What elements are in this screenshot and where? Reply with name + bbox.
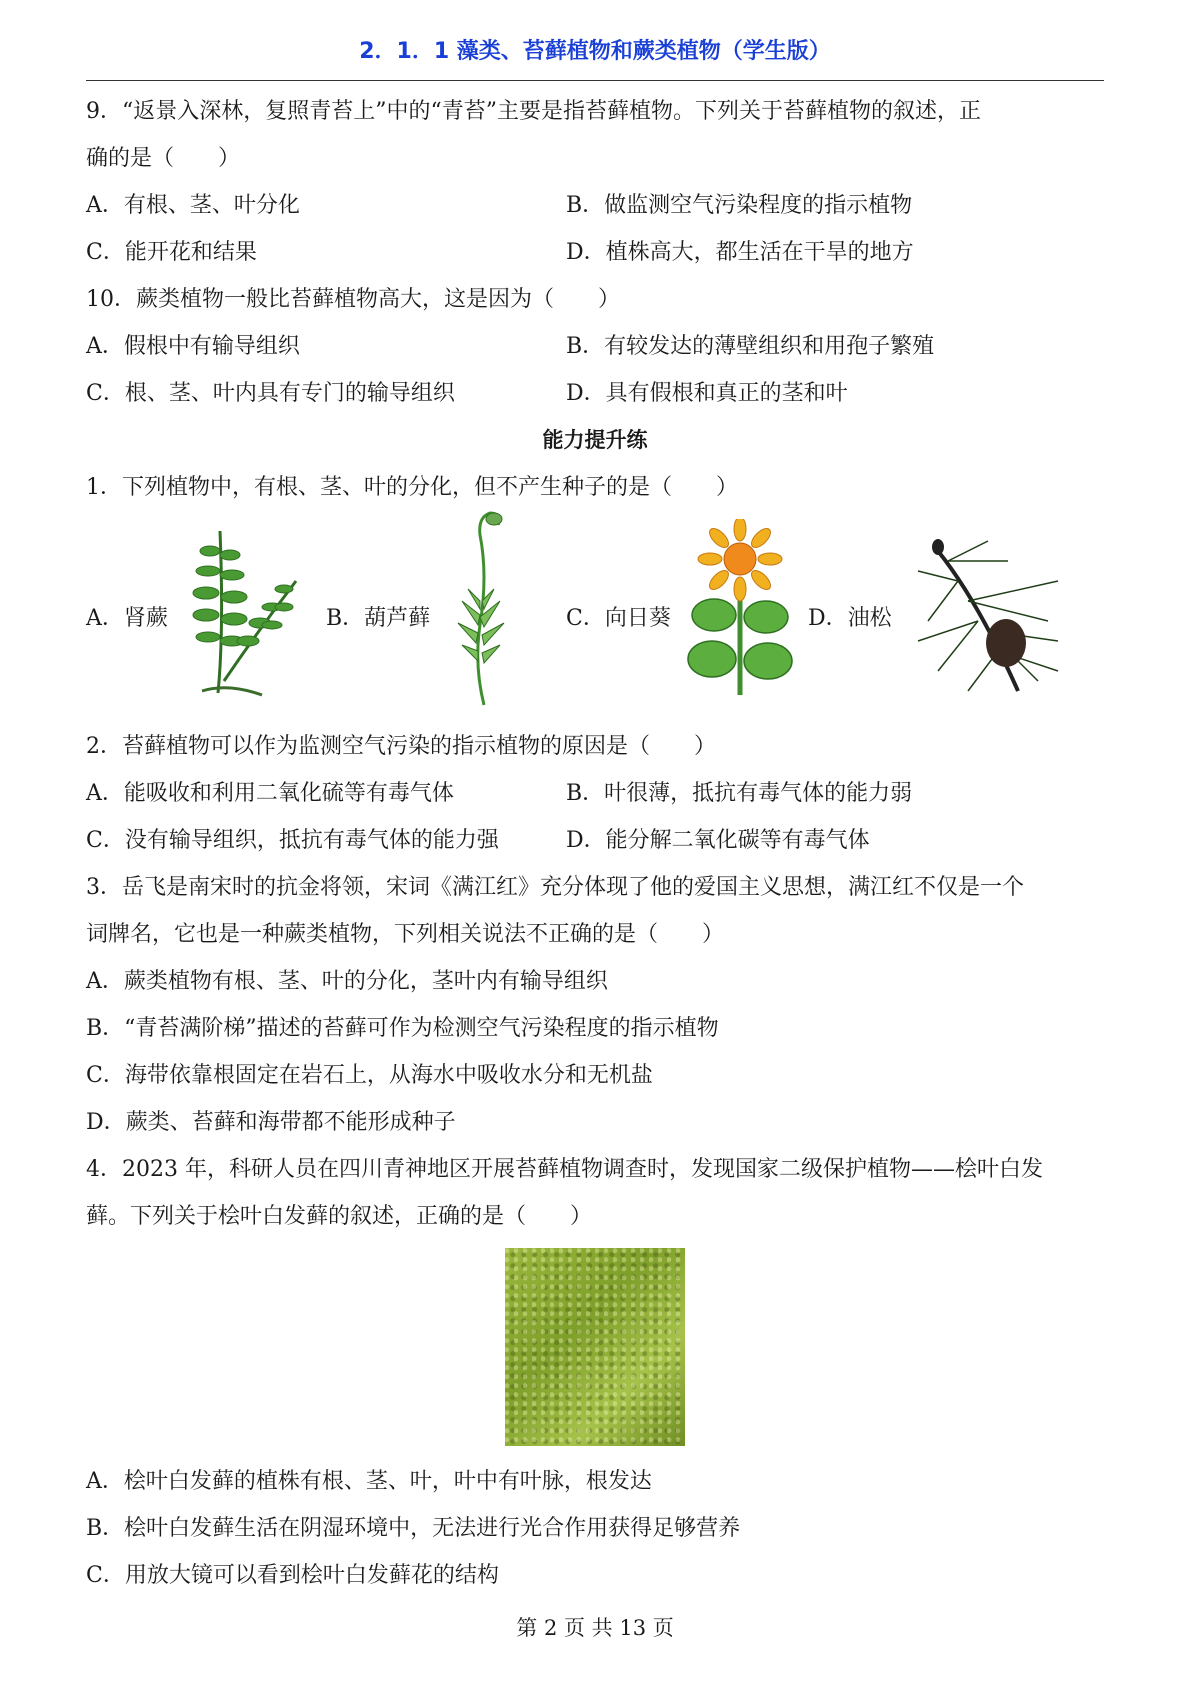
p1-option-b: B．葫芦藓 — [326, 606, 431, 631]
p3-option-d: D．蕨类、苔藓和海带都不能形成种子 — [86, 1110, 456, 1135]
p2-options-row1 — [86, 770, 1104, 817]
moss-icon — [450, 505, 520, 711]
page-header — [86, 34, 1104, 81]
q9-option-b: B．做监测空气污染程度的指示植物 — [566, 193, 913, 218]
q9-options-row1 — [86, 182, 1104, 229]
p1-option-a: A．肾蕨 — [86, 606, 168, 631]
p2-option-d: D．能分解二氧化碳等有毒气体 — [566, 828, 870, 853]
q9-stem-line2: 确的是（ ） — [86, 146, 241, 171]
p2-option-c: C．没有输导组织，抵抗有毒气体的能力强 — [86, 828, 499, 853]
q9-option-d: D．植株高大，都生活在干旱的地方 — [566, 240, 914, 265]
q9-stem-line1: 9．“返景入深林，复照青苔上”中的“青苔”主要是指苔藓植物。下列关于苔藓植物的叙述，正 — [86, 99, 981, 124]
p3-option-c: C．海带依靠根固定在岩石上，从海水中吸收水分和无机盐 — [86, 1063, 653, 1088]
q10-option-b: B．有较发达的薄壁组织和用孢子繁殖 — [566, 334, 935, 359]
page-content — [86, 88, 1104, 1599]
page-number: 第 2 页 共 13 页 — [516, 1616, 674, 1640]
p3-option-b: B．“青苔满阶梯”描述的苔藓可作为检测空气污染程度的指示植物 — [86, 1016, 719, 1041]
q10-option-d: D．具有假根和真正的茎和叶 — [566, 381, 848, 406]
q9-option-a: A．有根、茎、叶分化 — [86, 193, 300, 218]
q10-option-c: C．根、茎、叶内具有专门的输导组织 — [86, 381, 455, 406]
pine-branch-icon — [908, 531, 1068, 701]
section-title: 能力提升练 — [542, 428, 648, 452]
q10-stem: 10．蕨类植物一般比苔藓植物高大，这是因为（ ） — [86, 287, 620, 312]
p2-option-a: A．能吸收和利用二氧化硫等有毒气体 — [86, 781, 454, 806]
p4-option-a: A．桧叶白发藓的植株有根、茎、叶，叶中有叶脉，根发达 — [86, 1469, 652, 1494]
p4-option-b: B．桧叶白发藓生活在阴湿环境中，无法进行光合作用获得足够营养 — [86, 1516, 741, 1541]
q10-options-row1 — [86, 323, 1104, 370]
q10-option-a: A．假根中有输导组织 — [86, 334, 300, 359]
p3-stem-line2: 词牌名，它也是一种蕨类植物，下列相关说法不正确的是（ ） — [86, 922, 725, 947]
p2-stem: 2．苔藓植物可以作为监测空气污染的指示植物的原因是（ ） — [86, 734, 716, 759]
fern-icon — [188, 511, 304, 701]
document-title: 2．1．1 藻类、苔藓植物和蕨类植物（学生版） — [359, 39, 831, 64]
p1-option-c: C．向日葵 — [566, 606, 671, 631]
p2-options-row2 — [86, 817, 1104, 864]
p3-option-a: A．蕨类植物有根、茎、叶的分化，茎叶内有输导组织 — [86, 969, 608, 994]
p4-option-c: C．用放大镜可以看到桧叶白发藓花的结构 — [86, 1563, 499, 1588]
q9-options-row2 — [86, 229, 1104, 276]
p3-stem-line1: 3．岳飞是南宋时的抗金将领，宋词《满江红》充分体现了他的爱国主义思想，满江红不仅是一个 — [86, 875, 1025, 900]
p2-option-b: B．叶很薄，抵抗有毒气体的能力弱 — [566, 781, 913, 806]
moss-photo — [505, 1248, 685, 1446]
p4-stem-line1: 4．2023 年，科研人员在四川青神地区开展苔藓植物调查时，发现国家二级保护植物——桧叶白发 — [86, 1157, 1043, 1182]
q10-options-row2 — [86, 370, 1104, 417]
sunflower-icon — [686, 519, 796, 699]
q9-option-c: C．能开花和结果 — [86, 240, 257, 265]
p4-stem-line2: 藓。下列关于桧叶白发藓的叙述，正确的是（ ） — [86, 1204, 593, 1229]
p1-option-d: D．油松 — [808, 606, 892, 631]
p1-plant-options — [86, 511, 1104, 723]
p1-stem: 1．下列植物中，有根、茎、叶的分化，但不产生种子的是（ ） — [86, 475, 738, 500]
